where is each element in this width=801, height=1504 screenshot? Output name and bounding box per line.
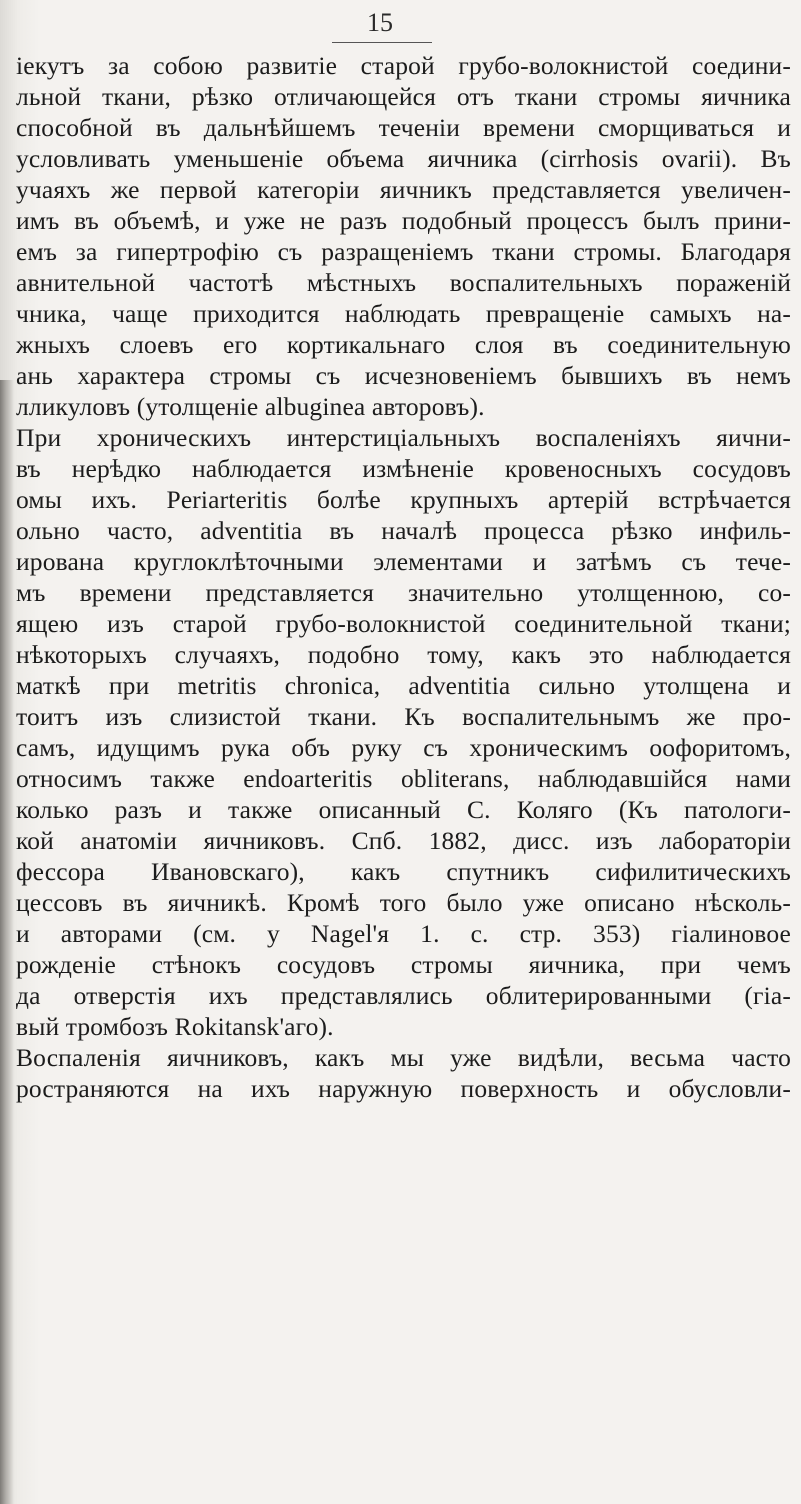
text-line: жныхъ слоевъ его кортикальнаго слоя въ соединительную: [16, 330, 791, 359]
text-line: фессора Ивановскаго), какъ спутникъ сифилитическихъ: [16, 857, 791, 886]
page-number-rule: [332, 42, 432, 43]
text-line: нѣкоторыхъ случаяхъ, подобно тому, какъ это наблюдается: [16, 640, 791, 669]
text-line: условливать уменьшеніе объема яичника (cirrhosis ovarii). Въ: [16, 144, 791, 173]
text-line: іекутъ за собою развитіе старой грубо-волокнистой соедини-: [16, 51, 791, 80]
text-line: маткѣ при metritis chronica, adventitia сильно утолщена и: [16, 671, 791, 700]
text-line: Воспаленія яичниковъ, какъ мы уже видѣли, весьма часто: [16, 1043, 791, 1072]
text-line: ань характера стромы съ исчезновеніемъ бывшихъ въ немъ: [16, 361, 791, 390]
text-line: вый тромбозъ Rokitansk'аго).: [16, 1012, 334, 1041]
page-number: 15: [367, 8, 393, 37]
text-line: авнительной частотѣ мѣстныхъ воспалительныхъ пораженій: [16, 268, 791, 297]
text-line: имъ въ объемѣ, и уже не разъ подобный процессъ былъ прини-: [16, 206, 791, 235]
text-line: мъ времени представляется значительно утолщенною, со-: [16, 578, 791, 607]
text-line: ящею изъ старой грубо-волокнистой соединительной ткани;: [16, 609, 791, 638]
text-line: кой анатоміи яичниковъ. Спб. 1882, дисс. изъ лабораторіи: [16, 826, 791, 855]
text-line: относимъ также endoarteritis obliterans, наблюдавшійся нами: [16, 764, 791, 793]
text-line: ольно часто, adventitia въ началѣ процесса рѣзко инфиль-: [16, 516, 791, 545]
body-text: [16, 50, 791, 1104]
binding-gutter-shadow: [0, 380, 14, 1504]
text-line: учаяхъ же первой категоріи яичникъ представляется увеличен-: [16, 175, 791, 204]
text-line: колько разъ и также описанный С. Коляго (Къ патологи-: [16, 795, 791, 824]
text-line: омы ихъ. Periarteritis болѣе крупныхъ артерій встрѣчается: [16, 485, 791, 514]
text-line: цессовъ въ яичникѣ. Кромѣ того было уже описано нѣсколь-: [16, 888, 791, 917]
text-line: да отверстія ихъ представлялись облитерированными (гіа-: [16, 981, 791, 1010]
text-line: способной въ дальнѣйшемъ теченіи времени сморщиваться и: [16, 113, 791, 142]
text-line: ирована круглоклѣточными элементами и затѣмъ съ тече-: [16, 547, 791, 576]
text-line: тоитъ изъ слизистой ткани. Къ воспалительнымъ же про-: [16, 702, 791, 731]
text-line: емъ за гипертрофію съ разращеніемъ ткани стромы. Благодаря: [16, 237, 791, 266]
text-line: самъ, идущимъ рука объ руку съ хроническимъ оофоритомъ,: [16, 733, 791, 762]
text-line: чника, чаще приходится наблюдать превращеніе самыхъ на-: [16, 299, 791, 328]
text-line: лликуловъ (утолщеніе albuginea авторовъ).: [16, 392, 485, 421]
text-line: и авторами (см. у Nagel'я 1. с. стр. 353) гіалиновое: [16, 919, 791, 948]
text-line: При хроническихъ интерстиціальныхъ воспаленіяхъ яични-: [16, 423, 791, 452]
text-line: рожденіе стѣнокъ сосудовъ стромы яичника, при чемъ: [16, 950, 791, 979]
text-line: ространяются на ихъ наружную поверхность и обусловли-: [16, 1074, 791, 1103]
text-line: въ нерѣдко наблюдается измѣненіе кровеносныхъ сосудовъ: [16, 454, 791, 483]
text-line: льной ткани, рѣзко отличающейся отъ ткани стромы яичника: [16, 82, 791, 111]
